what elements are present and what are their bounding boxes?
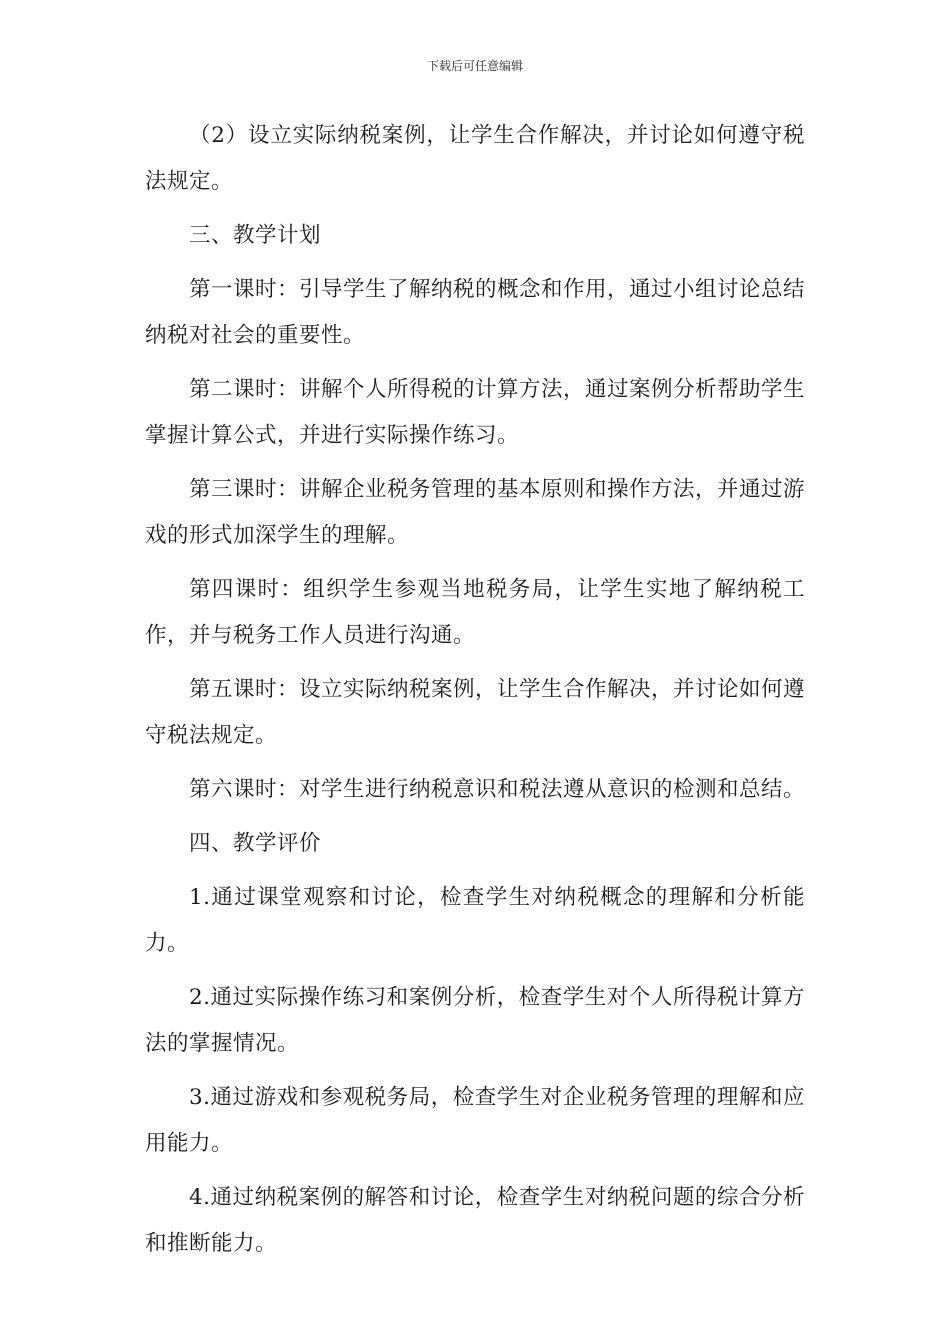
paragraph-lesson-3: 第三课时：讲解企业税务管理的基本原则和操作方法，并通过游戏的形式加深学生的理解。 <box>145 477 806 548</box>
paragraph-case-practice: （2）设立实际纳税案例，让学生合作解决，并讨论如何遵守税法规定。 <box>145 123 805 194</box>
paragraph-lesson-6: 第六课时：对学生进行纳税意识和税法遵从意识的检测和总结。 <box>189 777 806 802</box>
section-heading-teaching-plan: 三、教学计划 <box>189 223 322 248</box>
paragraph-evaluation-4: 4.通过纳税案例的解答和讨论，检查学生对纳税问题的综合分析和推断能力。 <box>145 1185 805 1256</box>
paragraph-lesson-5: 第五课时：设立实际纳税案例，让学生合作解决，并讨论如何遵守税法规定。 <box>145 677 806 748</box>
section-heading-teaching-evaluation: 四、教学评价 <box>189 831 322 856</box>
paragraph-lesson-2: 第二课时：讲解个人所得税的计算方法，通过案例分析帮助学生掌握计算公式，并进行实际操作练习。 <box>145 377 806 448</box>
page-header: 下载后可任意编辑 <box>426 59 523 73</box>
paragraph-evaluation-1: 1.通过课堂观察和讨论，检查学生对纳税概念的理解和分析能力。 <box>145 885 805 956</box>
paragraph-evaluation-2: 2.通过实际操作练习和案例分析，检查学生对个人所得税计算方法的掌握情况。 <box>145 985 805 1056</box>
paragraph-lesson-4: 第四课时：组织学生参观当地税务局，让学生实地了解纳税工作，并与税务工作人员进行沟通。 <box>145 577 805 648</box>
paragraph-evaluation-3: 3.通过游戏和参观税务局，检查学生对企业税务管理的理解和应用能力。 <box>145 1085 805 1156</box>
document-body <box>145 113 805 1275</box>
paragraph-lesson-1: 第一课时：引导学生了解纳税的概念和作用，通过小组讨论总结纳税对社会的重要性。 <box>145 277 806 348</box>
